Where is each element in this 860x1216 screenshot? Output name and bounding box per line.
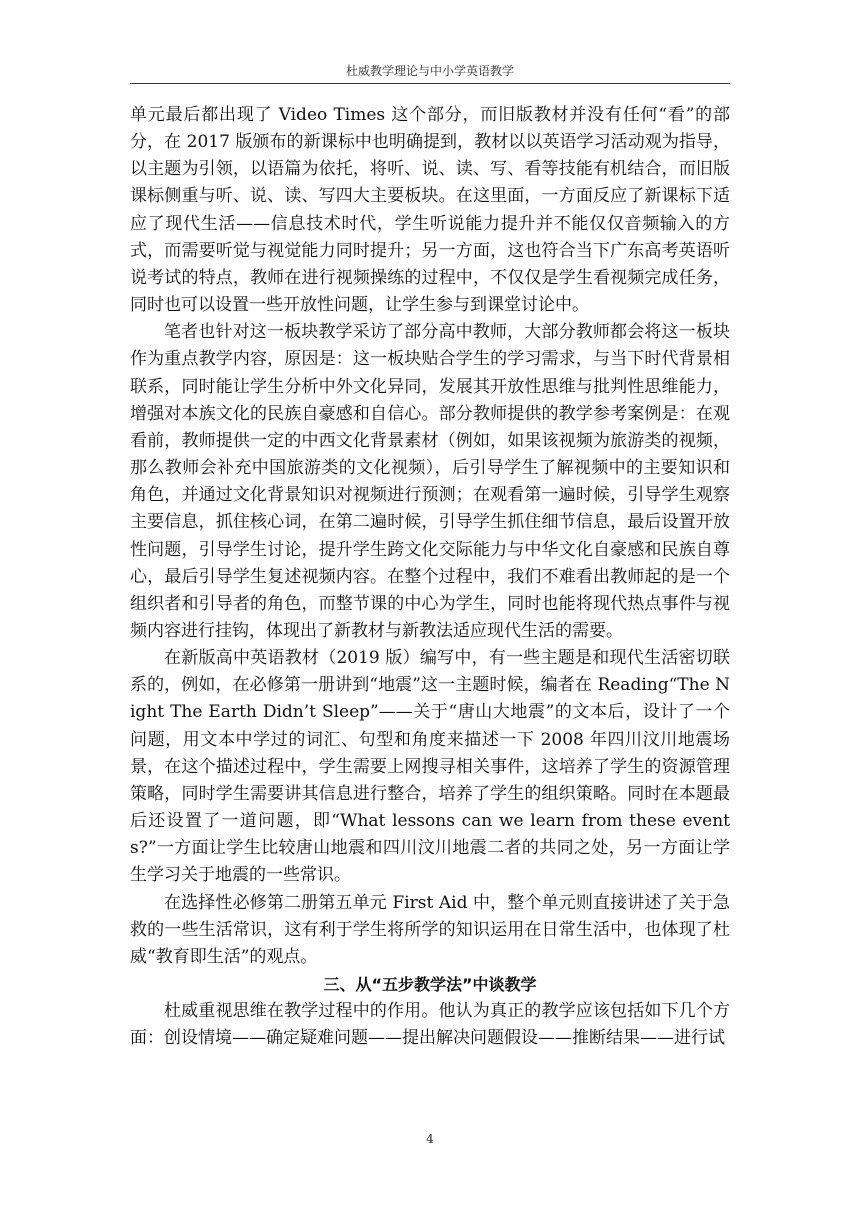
section-heading: 三、从“五步教学法”中谈教学 <box>323 975 537 994</box>
paragraph-earthquake-topic: 在新版高中英语教材（2019 版）编写中，有一些主题是和现代生活密切联系的，例如，在必修第一册讲到“地震”这一主题时候，编者在 Reading“The Night The Earth Didn’t Sleep”——关于“唐山大地震”的文本后，设计了一个问题，用文本中学过的词汇、句型和角度来描述一下 2008 年四川汶川地震场景，在这个描述过程中，学生需要上网搜寻相关事件，这培养了学生的资源管理策略，同时学生需要讲其信息进行整合，培养了学生的组织策略。同时在本题最后还设置了一道问题，即“What lessons can we learn from these events?”一方面让学生比较唐山地震和四川汶川地震二者的共同之处，另一方面让学生学习关于地震的一些常识。 <box>130 648 730 886</box>
page-number: 4 <box>426 1132 434 1146</box>
running-header: 杜威教学理论与中小学英语教学 <box>345 64 514 78</box>
paragraph-five-steps: 杜威重视思维在教学过程中的作用。他认为真正的教学应该包括如下几个方面：创设情境——确定疑难问题——提出解决问题假设——推断结果——进行试 <box>130 1001 730 1049</box>
paragraph-teacher-interviews: 笔者也针对这一板块教学采访了部分高中教师，大部分教师都会将这一板块作为重点教学内容，原因是：这一板块贴合学生的学习需求，与当下时代背景相联系，同时能让学生分析中外文化异同，发展其开放性思维与批判性思维能力，增强对本族文化的民族自豪感和自信心。部分教师提供的教学参考案例是：在观看前，教师提供一定的中西文化背景素材（例如，如果该视频为旅游类的视频，那么教师会补充中国旅游类的文化视频），后引导学生了解视频中的主要知识和角色，并通过文化背景知识对视频进行预测；在观看第一遍时候，引导学生观察主要信息，抓住核心词，在第二遍时候，引导学生抓住细节信息，最后设置开放性问题，引导学生讨论，提升学生跨文化交际能力与中华文化自豪感和民族自尊心，最后引导学生复述视频内容。在整个过程中，我们不难看出教师起的是一个组织者和引导者的角色，而整节课的中心为学生，同时也能将现代热点事件与视频内容进行挂钩，体现出了新教材与新教法适应现代生活的需要。 <box>130 322 730 641</box>
body-text <box>130 102 730 1052</box>
paragraph-first-aid: 在选择性必修第二册第五单元 First Aid 中，整个单元则直接讲述了关于急救的一些生活常识，这有利于学生将所学的知识运用在日常生活中，也体现了杜威“教育即生活”的观点。 <box>130 892 730 967</box>
paragraph-video-times: 单元最后都出现了 Video Times 这个部分，而旧版教材并没有任何“看”的部分，在 2017 版颁布的新课标中也明确提到，教材以以英语学习活动观为指导，以主题为引领，以语篇为依托，将听、说、读、写、看等技能有机结合，而旧版课标侧重与听、说、读、写四大主要板块。在这里面，一方面反应了新课标下适应了现代生活——信息技术时代，学生听说能力提升并不能仅仅音频输入的方式，而需要听觉与视觉能力同时提升；另一方面，这也符合当下广东高考英语听说考试的特点，教师在进行视频操练的过程中，不仅仅是学生看视频完成任务，同时也可以设置一些开放性问题，让学生参与到课堂讨论中。 <box>130 105 730 316</box>
header-rule <box>130 83 730 84</box>
